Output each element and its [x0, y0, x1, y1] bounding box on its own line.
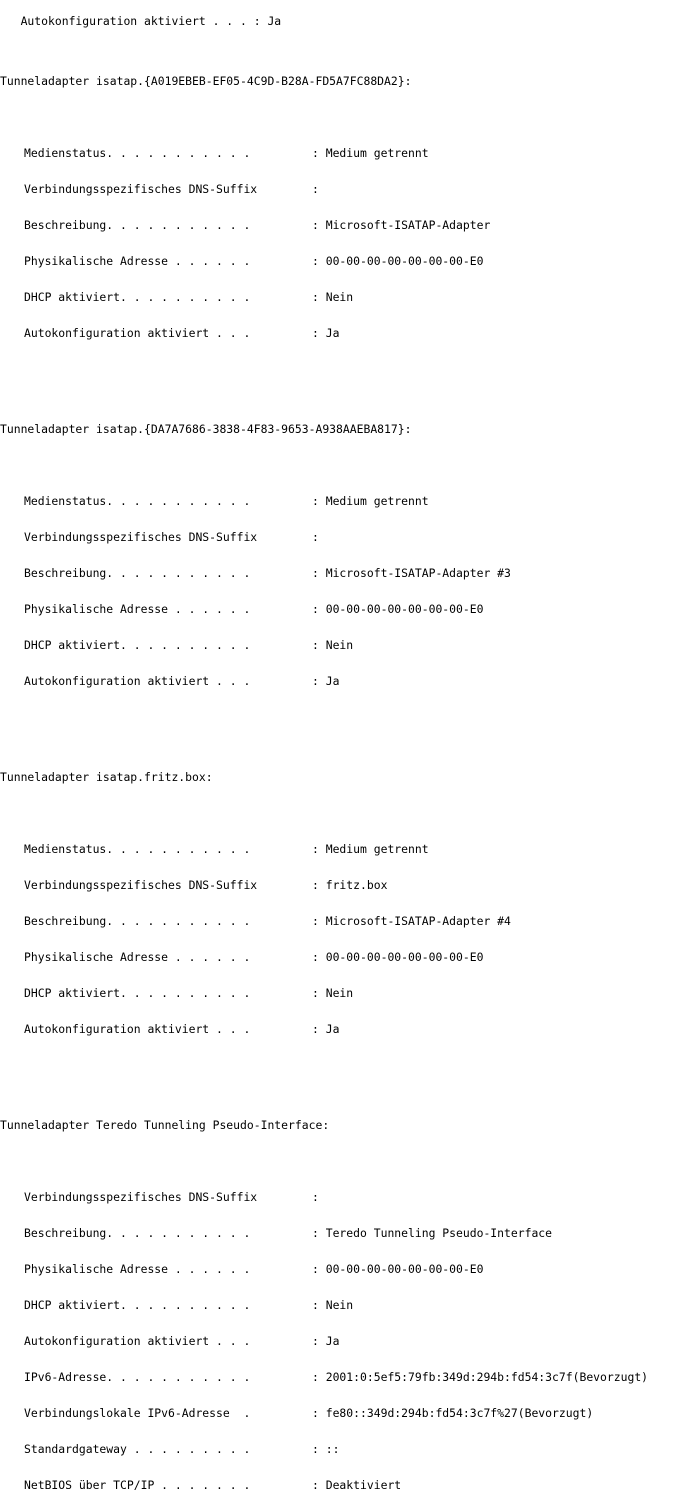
config-key: IPv6-Adresse. . . . . . . . . . .	[24, 1370, 251, 1384]
config-value: ::	[325, 1442, 340, 1456]
config-key: DHCP aktiviert. . . . . . . . . .	[24, 638, 251, 652]
config-separator: :	[312, 1190, 326, 1204]
config-value: Ja	[325, 674, 340, 688]
config-separator: :	[312, 182, 326, 196]
config-value: 2001:0:5ef5:79fb:349d:294b:fd54:3c7f(Bevorzugt)	[325, 1370, 649, 1384]
config-key: Beschreibung. . . . . . . . . . .	[24, 218, 251, 232]
config-separator: :	[312, 566, 326, 580]
config-separator: :	[312, 530, 326, 544]
config-value: Nein	[325, 1298, 354, 1312]
config-row	[0, 1023, 699, 1035]
config-key: Physikalische Adresse . . . . . .	[24, 1262, 251, 1276]
config-key: Autokonfiguration aktiviert . . .	[24, 674, 251, 688]
config-separator: :	[312, 494, 326, 508]
config-row	[0, 183, 699, 195]
blank-line	[0, 1059, 699, 1071]
config-separator: :	[312, 986, 326, 1000]
config-row	[0, 255, 699, 267]
config-separator: :	[312, 218, 326, 232]
config-separator: :	[312, 1478, 326, 1492]
config-row	[0, 639, 699, 651]
config-separator: :	[312, 1442, 326, 1456]
config-key: Beschreibung. . . . . . . . . . .	[24, 914, 251, 928]
config-row	[0, 327, 699, 339]
config-row	[0, 1479, 699, 1491]
adapter-header: Tunneladapter isatap.{DA7A7686-3838-4F83-9653-A938AAEBA817}:	[0, 422, 412, 436]
config-separator: :	[312, 674, 326, 688]
config-key: Medienstatus. . . . . . . . . . .	[24, 494, 251, 508]
console-line-partial: Autokonfiguration aktiviert . . . : Ja	[0, 14, 282, 28]
config-row	[0, 147, 699, 159]
config-key: Medienstatus. . . . . . . . . . .	[24, 146, 251, 160]
config-value: Nein	[325, 986, 354, 1000]
config-value: 00-00-00-00-00-00-00-E0	[325, 602, 484, 616]
config-key: Beschreibung. . . . . . . . . . .	[24, 1226, 251, 1240]
config-row	[0, 567, 699, 579]
blank-line	[0, 459, 699, 471]
config-separator: :	[312, 254, 326, 268]
config-key: Physikalische Adresse . . . . . .	[24, 254, 251, 268]
config-value: fritz.box	[325, 878, 388, 892]
config-value: 00-00-00-00-00-00-00-E0	[325, 1262, 484, 1276]
config-key: Verbindungsspezifisches DNS-Suffix	[24, 878, 258, 892]
config-row	[0, 843, 699, 855]
config-separator: :	[312, 290, 326, 304]
config-separator: :	[312, 1370, 326, 1384]
blank-line	[0, 111, 699, 123]
config-row	[0, 603, 699, 615]
config-separator: :	[312, 1022, 326, 1036]
adapter-header: Tunneladapter isatap.{A019EBEB-EF05-4C9D-B28A-FD5A7FC88DA2}:	[0, 74, 412, 88]
config-key: NetBIOS über TCP/IP . . . . . . .	[24, 1478, 251, 1492]
config-value: Nein	[325, 290, 354, 304]
config-separator: :	[312, 950, 326, 964]
config-value: Microsoft-ISATAP-Adapter #4	[325, 914, 511, 928]
config-separator: :	[312, 146, 326, 160]
config-row	[0, 951, 699, 963]
config-row	[0, 291, 699, 303]
config-value: 00-00-00-00-00-00-00-E0	[325, 950, 484, 964]
config-key: DHCP aktiviert. . . . . . . . . .	[24, 1298, 251, 1312]
config-value: 00-00-00-00-00-00-00-E0	[325, 254, 484, 268]
adapter-header: Tunneladapter Teredo Tunneling Pseudo-Interface:	[0, 1118, 330, 1132]
config-row	[0, 1227, 699, 1239]
config-separator: :	[312, 326, 326, 340]
config-value: Medium getrennt	[325, 842, 429, 856]
config-value: Medium getrennt	[325, 494, 429, 508]
config-key: DHCP aktiviert. . . . . . . . . .	[24, 986, 251, 1000]
config-separator: :	[312, 1298, 326, 1312]
config-key: Autokonfiguration aktiviert . . .	[24, 1022, 251, 1036]
config-value: Teredo Tunneling Pseudo-Interface	[325, 1226, 553, 1240]
config-separator: :	[312, 878, 326, 892]
config-separator: :	[312, 842, 326, 856]
config-key: Autokonfiguration aktiviert . . .	[24, 1334, 251, 1348]
config-row	[0, 1299, 699, 1311]
config-key: Verbindungsspezifisches DNS-Suffix	[24, 1190, 258, 1204]
config-separator: :	[312, 638, 326, 652]
config-value: Ja	[325, 1334, 340, 1348]
config-row	[0, 1335, 699, 1347]
config-row	[0, 915, 699, 927]
config-value: Deaktiviert	[325, 1478, 402, 1492]
config-row	[0, 495, 699, 507]
config-row	[0, 1443, 699, 1455]
config-key: Beschreibung. . . . . . . . . . .	[24, 566, 251, 580]
config-separator: :	[312, 1334, 326, 1348]
config-row	[0, 879, 699, 891]
adapter-header: Tunneladapter isatap.fritz.box:	[0, 770, 213, 784]
config-key: Medienstatus. . . . . . . . . . .	[24, 842, 251, 856]
config-value: Nein	[325, 638, 354, 652]
config-row	[0, 1407, 699, 1419]
config-key: DHCP aktiviert. . . . . . . . . .	[24, 290, 251, 304]
blank-line	[0, 711, 699, 723]
config-value: fe80::349d:294b:fd54:3c7f%27(Bevorzugt)	[325, 1406, 594, 1420]
config-separator: :	[312, 1406, 326, 1420]
config-value: Ja	[325, 1022, 340, 1036]
config-row	[0, 987, 699, 999]
config-key: Standardgateway . . . . . . . . .	[24, 1442, 251, 1456]
config-row	[0, 219, 699, 231]
config-separator: :	[312, 914, 326, 928]
config-value: Microsoft-ISATAP-Adapter #3	[325, 566, 511, 580]
config-row	[0, 675, 699, 687]
config-key: Physikalische Adresse . . . . . .	[24, 602, 251, 616]
config-key: Verbindungsspezifisches DNS-Suffix	[24, 182, 258, 196]
config-separator: :	[312, 1262, 326, 1276]
config-key: Physikalische Adresse . . . . . .	[24, 950, 251, 964]
config-value: Medium getrennt	[325, 146, 429, 160]
blank-line	[0, 807, 699, 819]
config-row	[0, 1263, 699, 1275]
config-value: Microsoft-ISATAP-Adapter	[325, 218, 491, 232]
blank-line	[0, 363, 699, 375]
config-separator: :	[312, 1226, 326, 1240]
config-row	[0, 1191, 699, 1203]
blank-line	[0, 1155, 699, 1167]
config-key: Verbindungslokale IPv6-Adresse .	[24, 1406, 251, 1420]
config-separator: :	[312, 602, 326, 616]
config-value: Ja	[325, 326, 340, 340]
config-row	[0, 1371, 699, 1383]
config-row	[0, 531, 699, 543]
config-key: Verbindungsspezifisches DNS-Suffix	[24, 530, 258, 544]
config-key: Autokonfiguration aktiviert . . .	[24, 326, 251, 340]
